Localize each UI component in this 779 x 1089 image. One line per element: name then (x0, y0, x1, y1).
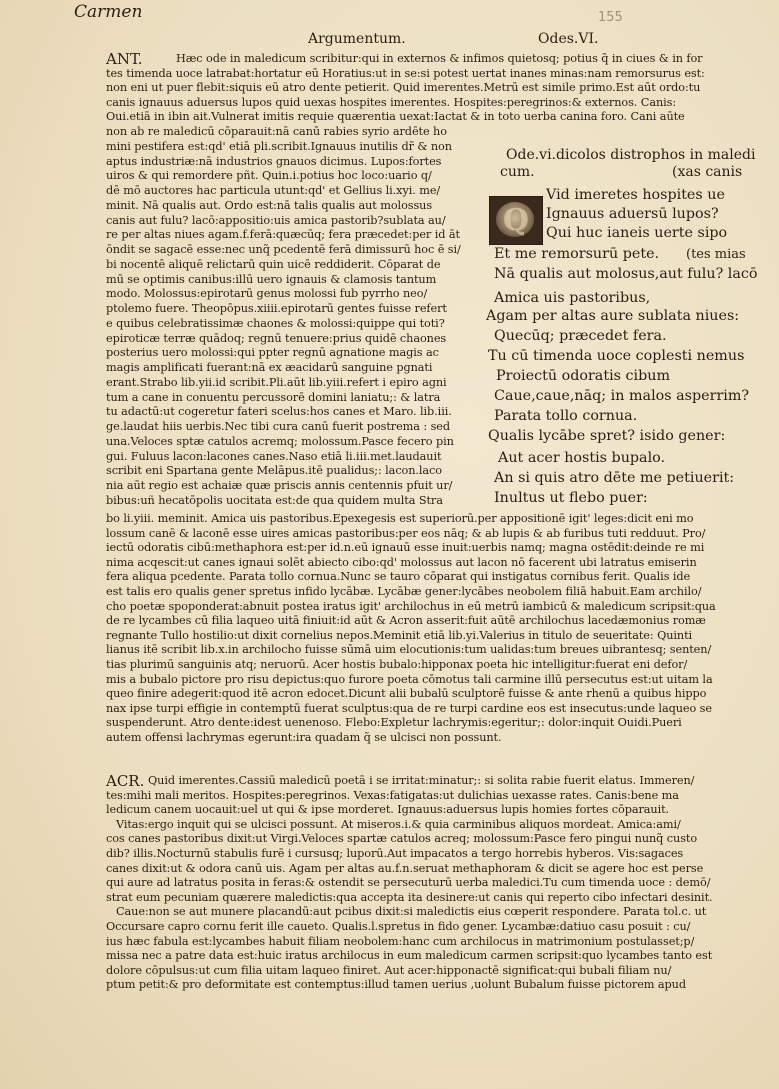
commentary-line: regnante Tullo hostilio:ut dixit cornelius nepos.Meminit etiā lib.yi.Valerius in titulo de seueritate: Quinti (106, 628, 693, 642)
commentary-line-left: mū se optimis canibus:illū uero ignauis & clamosis tantum (106, 272, 437, 286)
verse-line: Ignauus aduersū lupos? (546, 206, 719, 222)
commentary-line-left: non ab re maledicū cōparauit:nā canū rabies syrio ardēte ho (106, 125, 447, 138)
verse-line: Quecūq; præcedet fera. (494, 328, 667, 344)
commentary-line: tes:mihi mali meritos. Hospites:peregrinos. Vexas:fatigatas:ut dulichias uexasse rates. Canis:bene ma (106, 788, 679, 802)
commentary-line: lianus itē scribit lib.x.in archilocho fuisse sūmā uim elocutionis:tum ualidas:tum breues uibrantesq; senten/ (106, 643, 712, 657)
commentary-line: tes timenda uoce latrabat:hortatur eū Horatius:ut in se:si potest uertat inanes minas:nam remorsurus est: (106, 66, 705, 80)
argument-title: Argumentum. (308, 31, 406, 47)
commentary-line: bo li.yiii. meminit. Amica uis pastoribus.Epexegesis est superiorū.per appositionē igit' leges:dicit eni mo (106, 512, 694, 525)
verse-line: Amica uis pastoribus, (494, 290, 651, 306)
commentary-line-left: bi nocentē aliquē relictarū quin uicē reddiderit. Cōparat de (106, 257, 441, 271)
commentary-line-left: magis amplificati fuerant:nā ex æacidarū sanguine pgnati (106, 361, 433, 374)
initial-letter-q: Q (502, 203, 530, 238)
verse-tail-carry: (xas canis (672, 164, 743, 180)
commentary-line: nima acqescit:ut canes ignaui solēt abiecto cibo:qd' molossus aut lacon nō facerent ubi latratus emiserin (106, 555, 697, 569)
commentary-line-left: ptolemo fuere. Theopōpus.xiiii.epirotarū gentes fuisse refert (106, 302, 447, 315)
ode-title-line: cum. (500, 164, 535, 180)
running-head: Carmen (74, 2, 143, 22)
commentary-line-left: epiroticæ terræ quādoq; regnū tenuere:prius quidē chaones (106, 331, 447, 345)
commentary-line: dolore cōpulsus:ut cum filia uitam laqueo finiret. Aut acer:hipponactē significat:qui bubali filiam nu/ (106, 963, 672, 977)
commentary-line: lossum canē & laconē esse uires amicas pastoribus:per eos nāq; & ab lupis & ab furibus tuti redduut. Pro/ (106, 526, 706, 540)
commentary-line-left: modo. Molossus:epirotarū genus molossi fub pyrrho neo/ (106, 287, 428, 301)
commentary-line: autem offensi lachrymas egerunt:ira quadam q̃ se ulcisci non possunt. (106, 731, 502, 744)
folio-number: 155 (598, 10, 623, 25)
commentary-line: Caue:non se aut munere placandū:aut pcibus dixit:si maledictis eius cœperit respondere. Parata tol.c. ut (116, 905, 707, 919)
commentary-line: dib? illis.Nocturnū stabulis furē i cursusq; luporū.Aut impacatos a tergo horrebis hyberos. Vis:sagaces (106, 847, 684, 860)
verse-line: Inultus ut flebo puer: (494, 490, 648, 506)
verse-line: Nā qualis aut molosus,aut fulu? lacō (494, 266, 758, 282)
commentary-line: queo finire adegerit:quod itē acron edocet.Dicunt alii bubalū sculptorē fuisse & ante rhenū a quibus hippo (106, 687, 707, 701)
commentary-line: Occursare capro cornu ferit ille caueto. Qualis.l.spretus in fido gener. Lycambæ:datiuo casu posuit : cu/ (106, 920, 691, 933)
commentary-line: Hæc ode in maledicum scribitur:qui in externos & infimos quietosq; potius q̃ in ciues & in for (176, 52, 703, 65)
commentary-line-left: gui. Fuluus lacon:lacones canes.Naso etiā li.iii.met.laudauit (106, 449, 442, 463)
commentary-line: cho poetæ spoponderat:abnuit postea iratus igit' archilochus in eū metrū iambicū & maledicum scripsit:qua (106, 599, 716, 613)
commentary-line: missa nec a patre data est:huic iratus archilocus in eum maledicum carmen scripsit:quo lycambes tanto est (106, 949, 713, 963)
commentary-line-left: e quibus celebratissimæ chaones & molossi:quippe qui toti? (106, 316, 445, 330)
commentary-line-left: canis aut fulu? lacō:appositio:uis amica pastorib?sublata au/ (106, 213, 446, 227)
commentary-line: strat eum pecuniam quærere maledictis:qua accepta ita desinere:ut canis qui reperto cibo infectari desinit. (106, 890, 713, 904)
verse-line: Tu cū timenda uoce coplesti nemus (488, 348, 745, 364)
verse-line: Vid imeretes hospites ue (546, 187, 725, 203)
verse-line: Agam per altas aure sublata niues: (486, 308, 740, 324)
commentary-line: ledicum canem uocauit:uel ut qui & ipse morderet. Ignauus:aduersus lupis homies fortes cōparauit. (106, 803, 670, 817)
verse-tail: (tes mias (686, 247, 746, 262)
verse-line: Caue,caue,nāq; in malos asperrim? (494, 388, 750, 404)
verse-line: Qualis lycābe spret? isido gener: (488, 428, 726, 444)
commentary-line-left: erant.Strabo lib.yii.id scribit.Pli.aūt lib.yiii.refert i epiro agni (106, 375, 447, 389)
commentary-line: tias plurimū sanguinis atq; neruorū. Acer hostis bubalo:hipponax poeta hic intelligitur:fuerat eni defor/ (106, 658, 688, 671)
commentary-line-left: re per altas niues agam.f.ferā:quæcūq; fera præcedet:per id āt (106, 228, 460, 242)
commentary-line-left: tu adactū:ut cogeretur fateri scelus:hos canes et Maro. lib.iii. (106, 405, 452, 419)
commentary-line: est talis ero qualis gener spretus infido lycābæ. Lycābæ gener:lycābes neobolem filiā habuit.Eam archilo/ (106, 585, 702, 598)
commentary-line: Vitas:ergo inquit qui se ulcisci possunt. At miseros.i.& quia carminibus aliquos mordeat. Amica:ami/ (116, 817, 681, 831)
commentary-line: de re lycambes cū filia laqueo uitā finiuit:id aūt & Acron asserit:fuit aūtē archilochus lacedæmonius romæ (106, 614, 706, 628)
commentary-line-left: aptus industriæ:nā industrios gnauos dicimus. Lupos:fortes (106, 154, 442, 168)
commentary-line-left: bibus:uñ hecatōpolis uocitata est:de qua quidem multa Stra (106, 493, 443, 507)
commentary-line: ptum petit:& pro deformitate est contemptus:illud tamen uerius ,uolunt Bubalum fuisse pictorem apud (106, 978, 686, 992)
commentary-line: suspenderunt. Atro dente:idest uenenoso. Flebo:Expletur lachrymis:egeritur;: dolor:inquit Ouidi.Pueri (106, 716, 682, 730)
verse-line: Aut acer hostis bupalo. (498, 450, 666, 466)
commentary-line-left: nia aūt regio est achaiæ quæ priscis annis centennis pfuit ur/ (106, 479, 453, 492)
commentary-line: Oui.etiā in ibin ait.Vulnerat imitis requie quærentia uexat:Iactat & in toto uerba canina foro. Cani aūte (106, 110, 685, 124)
commentary-line: ius hæc fabula est:lycambes habuit filiam neobolem:hanc cum archilocus in matrimonium postulasset;p/ (106, 934, 695, 948)
commentary-line-left: tum a cane in conuentu percussorē domini laniatu;: & latra (106, 390, 441, 404)
commentary-line: canis ignauus aduersus lupos quid uexas hospites imerentes. Hospites:peregrinos:& externos. Canis: (106, 95, 677, 109)
commentary-line-left: minit. Nā qualis aut. Ordo est:nā talis qualis aut molossus (106, 198, 433, 212)
verse-line: Et me remorsurū pete. (494, 246, 660, 262)
commentary-line: non eni ut puer flebit:siquis eū atro dente petierit. Quid imerentes.Metrū est simile primo.Est aūt ordo:tu (106, 81, 701, 95)
commentary-line-left: una.Veloces sptæ catulos acremq; molossum.Pasce fecero pin (106, 434, 454, 448)
commentary-line: Quid imerentes.Cassiū maledicū poetā i se irritat:minatur;: si solita rabie fuerit elatus. Immeren/ (148, 774, 695, 787)
verse-line: Qui huc ianeis uerte sipo (546, 225, 728, 241)
commentary-line: qui aure ad latratus posita in feras:& ostendit se persecuturū uerba maledici.Tu cum timenda uoce : demō/ (106, 876, 711, 890)
decorated-initial (489, 196, 543, 245)
commentary-line: mis a bubalo pictore pro risu depictus:quo furore poeta cōmotus tali carmine illū persecutus est:ut uitam la (106, 672, 713, 686)
verse-line: An si quis atro dēte me petiuerit: (494, 470, 735, 486)
speaker-tag-ant: ANT. (106, 50, 143, 68)
verse-line: Parata tollo cornua. (494, 408, 638, 424)
speaker-tag-acr: ACR. (106, 772, 145, 790)
commentary-line-left: posterius uero molossi:qui ppter regnū agnatione magis ac (106, 346, 439, 360)
commentary-line-left: ōndit se sagacē esse:nec unq̃ pcedentē ferā dimissurū hoc ē si/ (106, 243, 461, 256)
commentary-line-left: mini pestifera est:qd' etiā pli.scribit.Ignauus inutilis dr̃ & non (106, 139, 452, 153)
commentary-line: canes dixit:ut & odora canū uis. Agam per altas au.f.n.seruat methaphoram & dicit se agere hoc est perse (106, 861, 704, 875)
odes-label: Odes.VI. (538, 31, 599, 47)
commentary-line: cos canes pastoribus dixit:ut Virgi.Veloces spartæ catulos acreq; molossum:Pasce fero pingui nunq̃ custo (106, 832, 698, 846)
verse-line: Proiectū odoratis cibum (496, 368, 671, 384)
commentary-line-left: uiros & qui remordere pñt. Quin.i.potius hoc loco:uario q/ (106, 169, 432, 183)
commentary-line-left: scribit eni Spartana gente Melāpus.itē pualidus;: lacon.laco (106, 464, 442, 478)
commentary-line-left: dē mō auctores hac particula utunt:qd' et Gellius li.xyi. me/ (106, 184, 441, 197)
commentary-line: nax ipse turpi effigie in contemptū fuerat sculptus:qua de re turpi cardine eos est insecutus:unde laqueo se (106, 701, 712, 715)
commentary-line: iectū odoratis cibū:methaphora est:per id.n.eū ignauū esse inuit:uerbis namq; magna ostēdit:deinde re mi (106, 541, 705, 555)
ode-title-line: Ode.vi.dicolos distrophos in maledi (506, 147, 756, 163)
commentary-line: fera aliqua pcedente. Parata tollo cornua.Nunc se tauro cōparat qui instigatus cornibus ferit. Qualis ide (106, 570, 691, 584)
commentary-line-left: ge.laudat hiis uerbis.Nec tibi cura canū fuerit postrema : sed (106, 420, 451, 433)
